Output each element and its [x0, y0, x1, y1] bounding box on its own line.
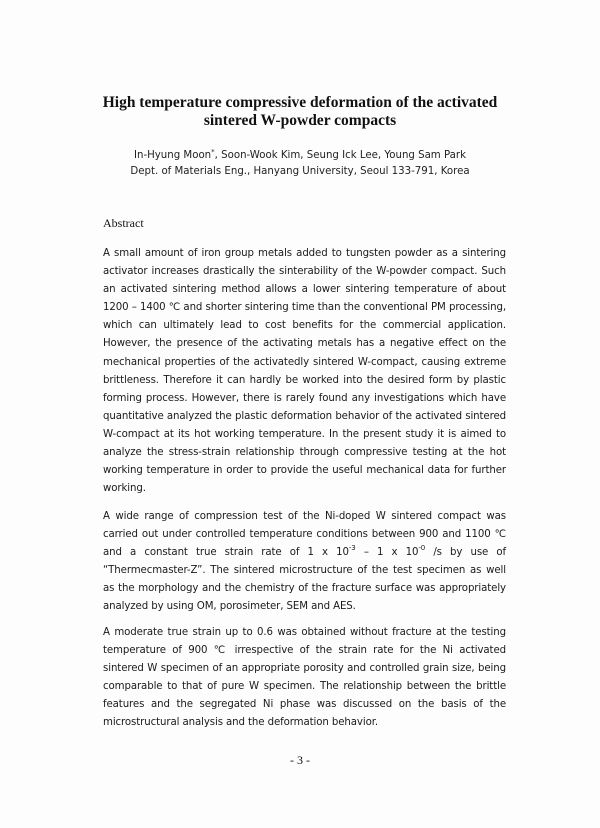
title-line-2: sintered W-powder compacts — [203, 112, 397, 129]
paragraph-line: A moderate true strain up to 0.6 was obtained without fracture at the testing — [103, 627, 506, 638]
author-block — [60, 148, 540, 180]
affiliation: Dept. of Materials Eng., Hanyang University, Seoul 133-791, Korea — [130, 166, 470, 177]
author-list — [60, 148, 540, 164]
first-author: In-Hyung Moon — [133, 150, 212, 161]
corresponding-author-mark: * — [211, 148, 215, 156]
paragraph-line: A wide range of compression test of the Ni-doped W sintered compact was — [103, 511, 506, 522]
paragraph-line: mechanical properties of the activatedly sintered W-compact, causing extreme — [103, 356, 506, 368]
paragraph-line: 1200 – 1400 ℃ and shorter sintering time than the conventional PM processing, — [103, 302, 506, 314]
strain-rate-exponent-1: -3 — [348, 544, 356, 553]
strain-rate-text-c: /s by use of — [425, 547, 506, 559]
paragraph-line: microstructural analysis and the deformation behavior. — [103, 717, 378, 729]
paragraph-line: features and the segregated Ni phase was discussed on the basis of the — [103, 699, 506, 711]
paper-title — [60, 94, 540, 130]
paragraph-line: brittleness. Therefore it can hardly be worked into the desired form by plastic — [103, 374, 506, 386]
paragraph-line: as the morphology and the chemistry of the fracture surface was appropriately — [103, 583, 506, 595]
other-authors: , Soon-Wook Kim, Seung Ick Lee, Young Sam Park — [214, 150, 466, 161]
paragraph-line: which can ultimately lead to cost benefits for the commercial application. — [103, 320, 506, 332]
paragraph-line: “Thermecmaster-Z”. The sintered microstructure of the test specimen as well — [103, 565, 506, 577]
paragraph-line: carried out under controlled temperature conditions between 900 and 1100 ℃ — [103, 529, 506, 541]
paragraph-line: temperature of 900 ℃ irrespective of the strain rate for the Ni activated — [103, 645, 506, 657]
paragraph-line: working temperature in order to provide the useful mechanical data for further — [103, 465, 506, 477]
paragraph-line: forming process. However, there is rarely found any investigations which have — [103, 392, 506, 404]
paragraph-line-strain-rate — [103, 544, 506, 562]
paragraph-line: an activated sintering method allows a lower sintering temperature of about — [103, 284, 506, 296]
paragraph-line: working. — [103, 483, 146, 495]
paragraph-line: analyzed by using OM, porosimeter, SEM and AES. — [103, 601, 356, 613]
abstract-paragraph-1 — [103, 245, 506, 498]
strain-rate-text-b: – 1 x 10 — [355, 547, 419, 559]
paragraph-line: W-compact at its hot working temperature. In the present study it is aimed to — [103, 428, 506, 440]
title-line-1: High temperature compressive deformation of the activated — [102, 94, 498, 111]
paragraph-line: sintered W specimen of an appropriate porosity and controlled grain size, being — [103, 663, 506, 675]
paragraph-line: comparable to that of pure W specimen. The relationship between the brittle — [103, 681, 506, 693]
strain-rate-text-a: and a constant true strain rate of 1 x 10 — [103, 547, 349, 559]
paragraph-line: quantitative analyzed the plastic deformation behavior of the activated sintered — [103, 410, 506, 422]
paragraph-line: analyze the stress-strain relationship through compressive testing at the hot — [103, 447, 506, 459]
abstract-heading: Abstract — [103, 216, 144, 230]
paragraph-line: However, the presence of the activating metals has a negative effect on the — [103, 338, 506, 350]
abstract-paragraph-2 — [103, 508, 506, 617]
abstract-paragraph-3 — [103, 624, 506, 733]
paragraph-line: A small amount of iron group metals added to tungsten powder as a sintering — [103, 248, 506, 259]
strain-rate-exponent-2: -0 — [418, 544, 426, 553]
paragraph-line: activator increases drastically the sinterability of the W-powder compact. Such — [103, 266, 506, 278]
page-number: - 3 - — [290, 753, 310, 767]
